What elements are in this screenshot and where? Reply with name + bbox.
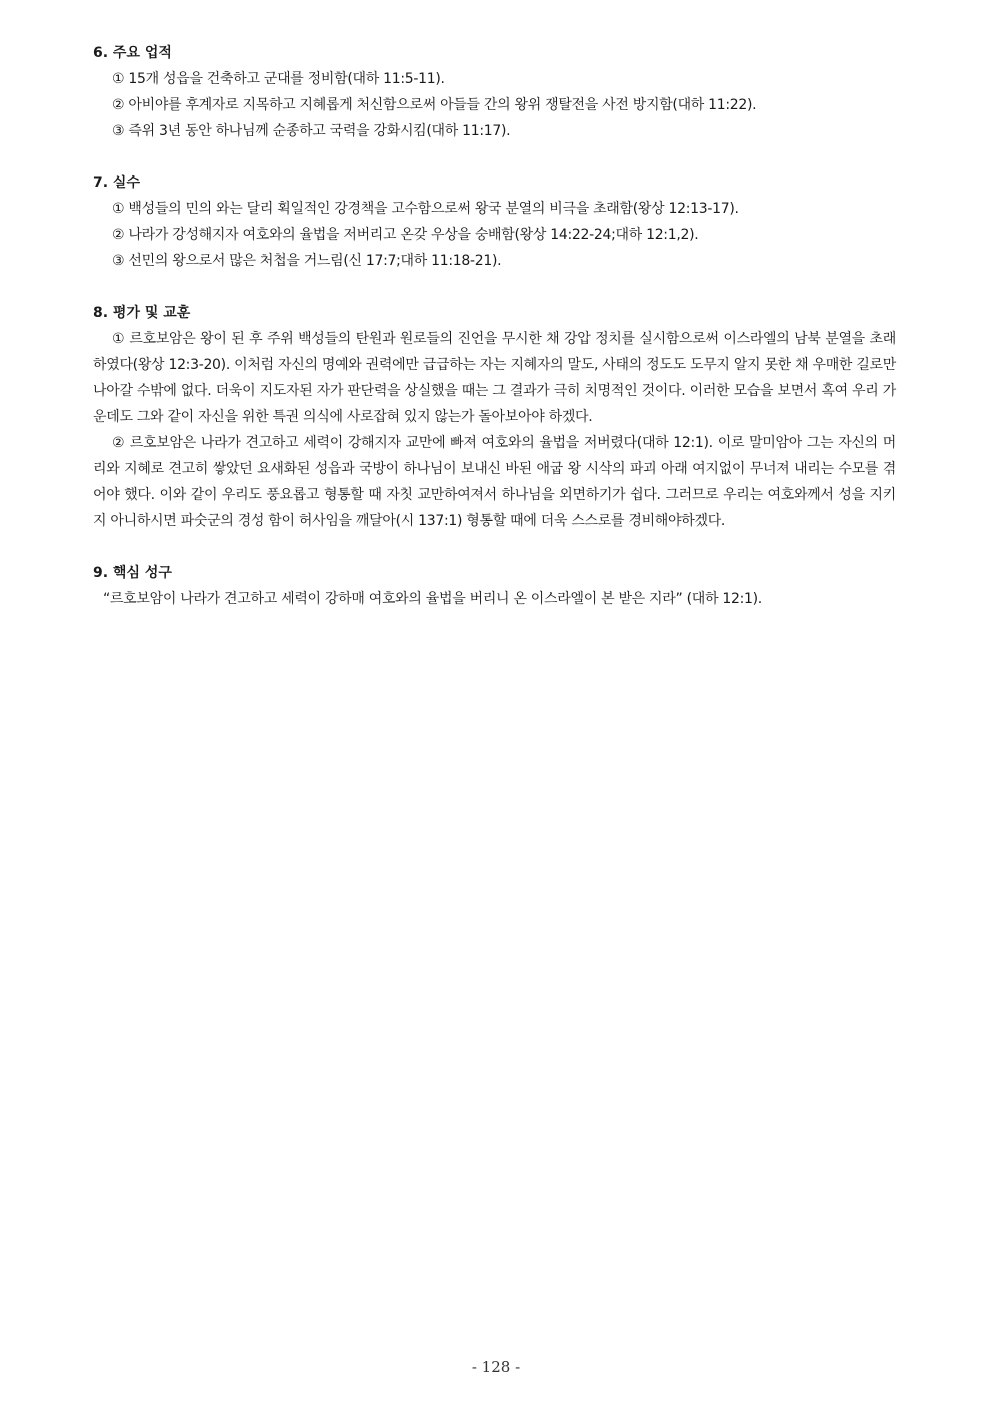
page-number: - 128 - <box>471 1358 521 1376</box>
evaluation-paragraph: ① 르호보암은 왕이 된 후 주위 백성들의 탄원과 원로들의 진언을 무시한 채 강압 정치를 실시함으로써 이스라엘의 남북 분열을 초래하였다(왕상 12:3-20). 이처럼 자신의 명예와 권력에만 급급하는 자는 지혜자의 말도, 사태의 정도도 도무지 알지 못한 채 우매한 길로만 나아갈 수밖에 없다. 더욱이 지도자된 자가 판단력을 상실했을 때는 그 결과가 극히 치명적인 것이다. 이러한 모습을 보면서 혹여 우리 가운데도 그와 같이 자신을 위한 특권 의식에 사로잡혀 있지 않는가 돌아보아야 하겠다. <box>93 331 896 425</box>
section-title-mistakes: 7. 실수 <box>93 175 140 191</box>
page-content <box>93 40 896 638</box>
key-verse-quote: “르호보암이 나라가 견고하고 세력이 강하매 여호와의 율법을 버리니 온 이스라엘이 본 받은 지라” (대하 12:1). <box>103 591 762 607</box>
mistake-item: ③ 선민의 왕으로서 많은 처첩을 거느림(신 17:7;대하 11:18-21). <box>112 253 502 269</box>
section-mistakes <box>93 170 896 274</box>
achievement-item: ② 아비야를 후계자로 지목하고 지혜롭게 처신함으로써 아들들 간의 왕위 쟁탈전을 사전 방지함(대하 11:22). <box>112 97 757 113</box>
section-evaluation <box>93 300 896 534</box>
section-achievements <box>93 40 896 144</box>
achievement-item: ① 15개 성읍을 건축하고 군대를 정비함(대하 11:5-11). <box>112 71 445 87</box>
mistake-item: ② 나라가 강성해지자 여호와의 율법을 저버리고 온갖 우상을 숭배함(왕상 14:22-24;대하 12:1,2). <box>112 227 699 243</box>
section-title-key-verse: 9. 핵심 성구 <box>93 565 172 581</box>
achievement-item: ③ 즉위 3년 동안 하나님께 순종하고 국력을 강화시킴(대하 11:17). <box>112 123 511 139</box>
evaluation-paragraph: ② 르호보암은 나라가 견고하고 세력이 강해지자 교만에 빠져 여호와의 율법을 저버렸다(대하 12:1). 이로 말미암아 그는 자신의 머리와 지혜로 견고히 쌓았던 요새화된 성읍과 국방이 하나님이 보내신 바된 애굽 왕 시삭의 파괴 아래 여지없이 무너져 내리는 수모를 겪어야 했다. 이와 같이 우리도 풍요롭고 형통할 때 자칫 교만하여져서 하나님을 외면하기가 쉽다. 그러므로 우리는 여호와께서 성을 지키지 아니하시면 파숫군의 경성 함이 허사임을 깨달아(시 137:1) 형통할 때에 더욱 스스로를 경비해야하겠다. <box>93 435 896 529</box>
section-key-verse <box>93 560 896 612</box>
mistake-item: ① 백성들의 민의 와는 달리 획일적인 강경책을 고수함으로써 왕국 분열의 비극을 초래함(왕상 12:13-17). <box>112 201 739 217</box>
section-title-evaluation: 8. 평가 및 교훈 <box>93 305 191 321</box>
section-title-achievements: 6. 주요 업적 <box>93 45 172 61</box>
